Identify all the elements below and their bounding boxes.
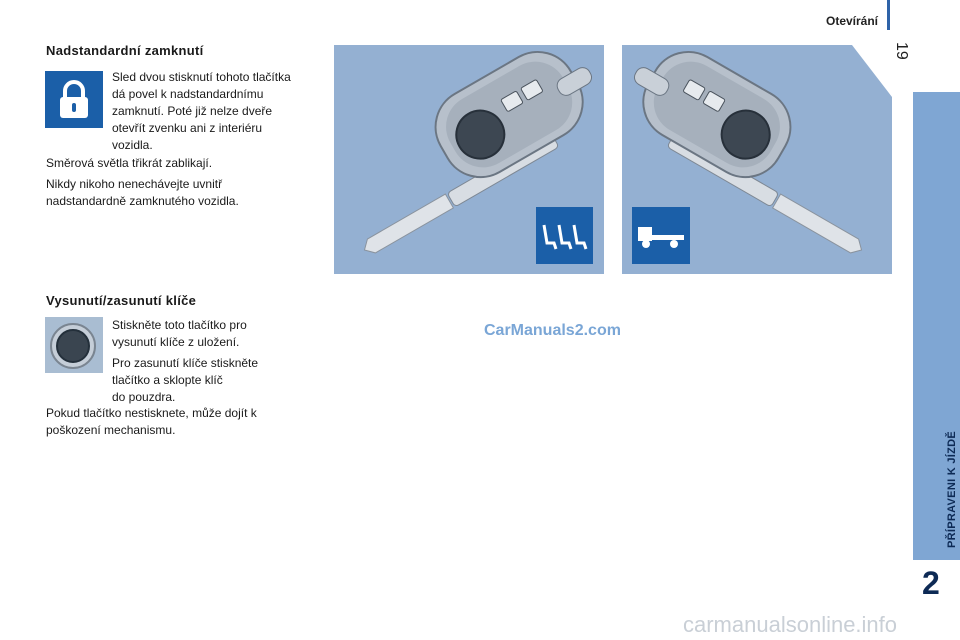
section-header-title: Otevírání — [826, 14, 879, 28]
text-line: Sled dvou stisknutí tohoto tlačítka — [112, 70, 291, 84]
text-line: dá povel k nadstandardnímu — [112, 87, 264, 101]
key-release-instructions — [112, 317, 312, 406]
page-number: 19 — [893, 42, 910, 60]
seats-icon — [536, 207, 593, 264]
chassis-cab-truck-icon — [632, 207, 690, 264]
watermark-carmanuals2: CarManuals2.com — [484, 322, 621, 339]
text-line: vysunutí klíče z uložení. — [112, 335, 240, 349]
key-fob-photo-left — [334, 45, 604, 274]
superlock-warning — [46, 176, 239, 210]
text-line: Pokud tlačítko nestisknete, může dojít k — [46, 406, 257, 420]
text-line: do pouzdra. — [112, 390, 176, 404]
text-line: vozidla. — [112, 138, 153, 152]
watermark-carmanualsonline: carmanualsonline.info — [683, 612, 898, 637]
text-line: Nikdy nikoho nenechávejte uvnitř — [46, 177, 223, 191]
chapter-side-tab — [913, 92, 960, 640]
chapter-number: 2 — [922, 565, 940, 601]
text-line: tlačítko a sklopte klíč — [112, 373, 223, 387]
text-line: poškození mechanismu. — [46, 423, 176, 437]
section-title-key-release: Vysunutí/zasunutí klíče — [46, 293, 197, 308]
superlock-description — [112, 69, 322, 154]
chapter-tab-label: PŘÍPRAVENI K JÍZDĚ — [946, 430, 958, 548]
text-line: nadstandardně zamknutého vozidla. — [46, 194, 239, 208]
key-release-warning — [46, 405, 257, 439]
text-line: otevřít zvenku ani z interiéru — [112, 121, 263, 135]
section-title-superlock: Nadstandardní zamknutí — [46, 43, 204, 58]
text-line: Stiskněte toto tlačítko pro — [112, 318, 247, 332]
indicator-note: Směrová světla třikrát zablikají. — [46, 156, 213, 170]
key-release-button-icon — [45, 317, 103, 373]
text-line: Pro zasunutí klíče stiskněte — [112, 356, 259, 370]
key-fob-photo-right — [622, 45, 892, 274]
lock-icon — [45, 71, 103, 128]
text-line: zamknutí. Poté již nelze dveře — [112, 104, 273, 118]
header-divider — [887, 0, 890, 30]
